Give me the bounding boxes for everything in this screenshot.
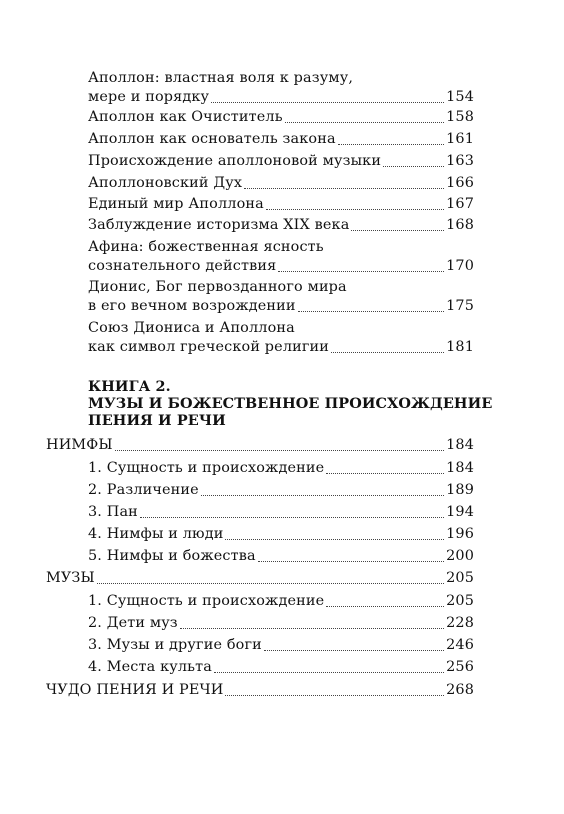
toc-subentry-title: 5. Нимфы и божества	[88, 548, 256, 564]
toc-entry-apollo-world[interactable]	[88, 195, 474, 214]
dot-leader	[211, 102, 444, 103]
page-number: 170	[446, 258, 474, 274]
toc-subentry-nymphs-essence[interactable]	[88, 459, 474, 478]
toc-subentry-title: 3. Пан	[88, 504, 138, 520]
page-number: 168	[446, 217, 474, 233]
page-number: 163	[446, 153, 474, 169]
dot-leader	[278, 271, 444, 272]
toc-entry-title: Единый мир Аполлона	[88, 196, 264, 212]
toc-entry-dionysus[interactable]	[88, 278, 474, 316]
toc-entry-title-line2: как символ греческой религии	[88, 339, 330, 355]
book2-title-line2: ПЕНИЯ И РЕЧИ	[88, 412, 226, 429]
toc-entry-apollo-purifier[interactable]	[88, 108, 474, 127]
dot-leader	[264, 650, 444, 651]
dot-leader	[351, 230, 444, 231]
toc-entry-apollo-music[interactable]	[88, 152, 474, 171]
page-number: 256	[446, 659, 474, 675]
dot-leader	[225, 539, 444, 540]
page-number: 194	[446, 504, 474, 520]
toc-entry-historicism[interactable]	[88, 216, 474, 235]
page-number: 167	[446, 196, 474, 212]
toc-entry-title: Заблуждение историзма XIX века	[88, 217, 350, 233]
page-number: 246	[446, 637, 474, 653]
dot-leader	[383, 166, 444, 167]
toc-subentry-nymphs-deities[interactable]	[88, 547, 474, 566]
toc-subentry-title: 1. Сущность и происхождение	[88, 460, 325, 476]
book2-title-line1: МУЗЫ И БОЖЕСТВЕННОЕ ПРОИСХОЖДЕНИЕ	[88, 395, 493, 412]
toc-chapter-title: ЧУДО ПЕНИЯ И РЕЧИ	[46, 682, 224, 698]
page-number: 184	[446, 437, 474, 453]
toc-entry-title-line1: Аполлон: властная воля к разуму,	[88, 70, 354, 86]
toc-entry-title-line1: Союз Дионисa и Аполлона	[88, 320, 295, 336]
toc-subentry-nymphs-people[interactable]	[88, 525, 474, 544]
page-number: 175	[446, 298, 474, 314]
dot-leader	[97, 583, 444, 584]
toc-entry-dionysus-apollo-union[interactable]	[88, 319, 474, 357]
book2-label: КНИГА 2.	[88, 378, 171, 395]
toc-entry-title-line2: мере и порядку	[88, 89, 210, 105]
toc-subentry-muses-essence[interactable]	[88, 592, 474, 611]
page-number: 205	[446, 593, 474, 609]
toc-subentry-title: 4. Нимфы и люди	[88, 526, 224, 542]
toc-entry-title-line2: сознательного действия	[88, 258, 277, 274]
toc-subentry-muses-gods[interactable]	[88, 636, 474, 655]
page-number: 200	[446, 548, 474, 564]
toc-entry-apollo-spirit[interactable]	[88, 174, 474, 193]
dot-leader	[115, 450, 444, 451]
page-number: 184	[446, 460, 474, 476]
page-number: 161	[446, 131, 474, 147]
dot-leader	[244, 188, 444, 189]
page-number: 205	[446, 570, 474, 586]
toc-entry-title: Аполлон как Очиститель	[88, 109, 283, 125]
toc-entry-title: Аполлоновский Дух	[88, 175, 243, 191]
toc-subentry-title: 3. Музы и другие боги	[88, 637, 262, 653]
page-number: 154	[446, 89, 474, 105]
dot-leader	[326, 606, 444, 607]
dot-leader	[214, 672, 444, 673]
toc-chapter-title: МУЗЫ	[46, 570, 95, 586]
toc-chapter-title: НИМФЫ	[46, 437, 113, 453]
toc-entry-title-line1: Афина: божественная ясность	[88, 239, 324, 255]
dot-leader	[285, 122, 444, 123]
toc-subentry-title: 1. Сущность и происхождение	[88, 593, 325, 609]
book2-heading	[88, 378, 493, 429]
page-number: 228	[446, 615, 474, 631]
toc-chapter-miracle[interactable]	[46, 681, 474, 700]
dot-leader	[338, 144, 444, 145]
page-number: 158	[446, 109, 474, 125]
page-number: 189	[446, 482, 474, 498]
toc-chapter-muses[interactable]	[46, 569, 474, 588]
toc-entry-title-line2: в его вечном возрождении	[88, 298, 296, 314]
toc-chapter-nymphs[interactable]	[46, 436, 474, 455]
dot-leader	[298, 311, 444, 312]
dot-leader	[225, 695, 444, 696]
page-number: 166	[446, 175, 474, 191]
dot-leader	[326, 473, 444, 474]
toc-subentry-title: 4. Места культа	[88, 659, 212, 675]
dot-leader	[258, 561, 444, 562]
page-number: 196	[446, 526, 474, 542]
toc-entry-apollo-law[interactable]	[88, 130, 474, 149]
toc-entry-title: Аполлон как основатель закона	[88, 131, 336, 147]
dot-leader	[331, 352, 444, 353]
toc-entry-title-line1: Дионис, Бог первозданного мира	[88, 279, 347, 295]
toc-subentry-muses-children[interactable]	[88, 614, 474, 633]
toc-subentry-nymphs-distinction[interactable]	[88, 481, 474, 500]
toc-subentry-title: 2. Различение	[88, 482, 199, 498]
dot-leader	[201, 495, 444, 496]
toc-subentry-nymphs-pan[interactable]	[88, 503, 474, 522]
dot-leader	[180, 628, 444, 629]
dot-leader	[140, 517, 444, 518]
toc-subentry-title: 2. Дети муз	[88, 615, 178, 631]
page-number: 181	[446, 339, 474, 355]
toc-entry-apollo-will[interactable]	[88, 69, 474, 107]
toc-entry-athena[interactable]	[88, 238, 474, 276]
toc-subentry-muses-cult[interactable]	[88, 658, 474, 677]
toc-entry-title: Происхождение аполлоновой музыки	[88, 153, 382, 169]
dot-leader	[266, 209, 444, 210]
page-number: 268	[446, 682, 474, 698]
